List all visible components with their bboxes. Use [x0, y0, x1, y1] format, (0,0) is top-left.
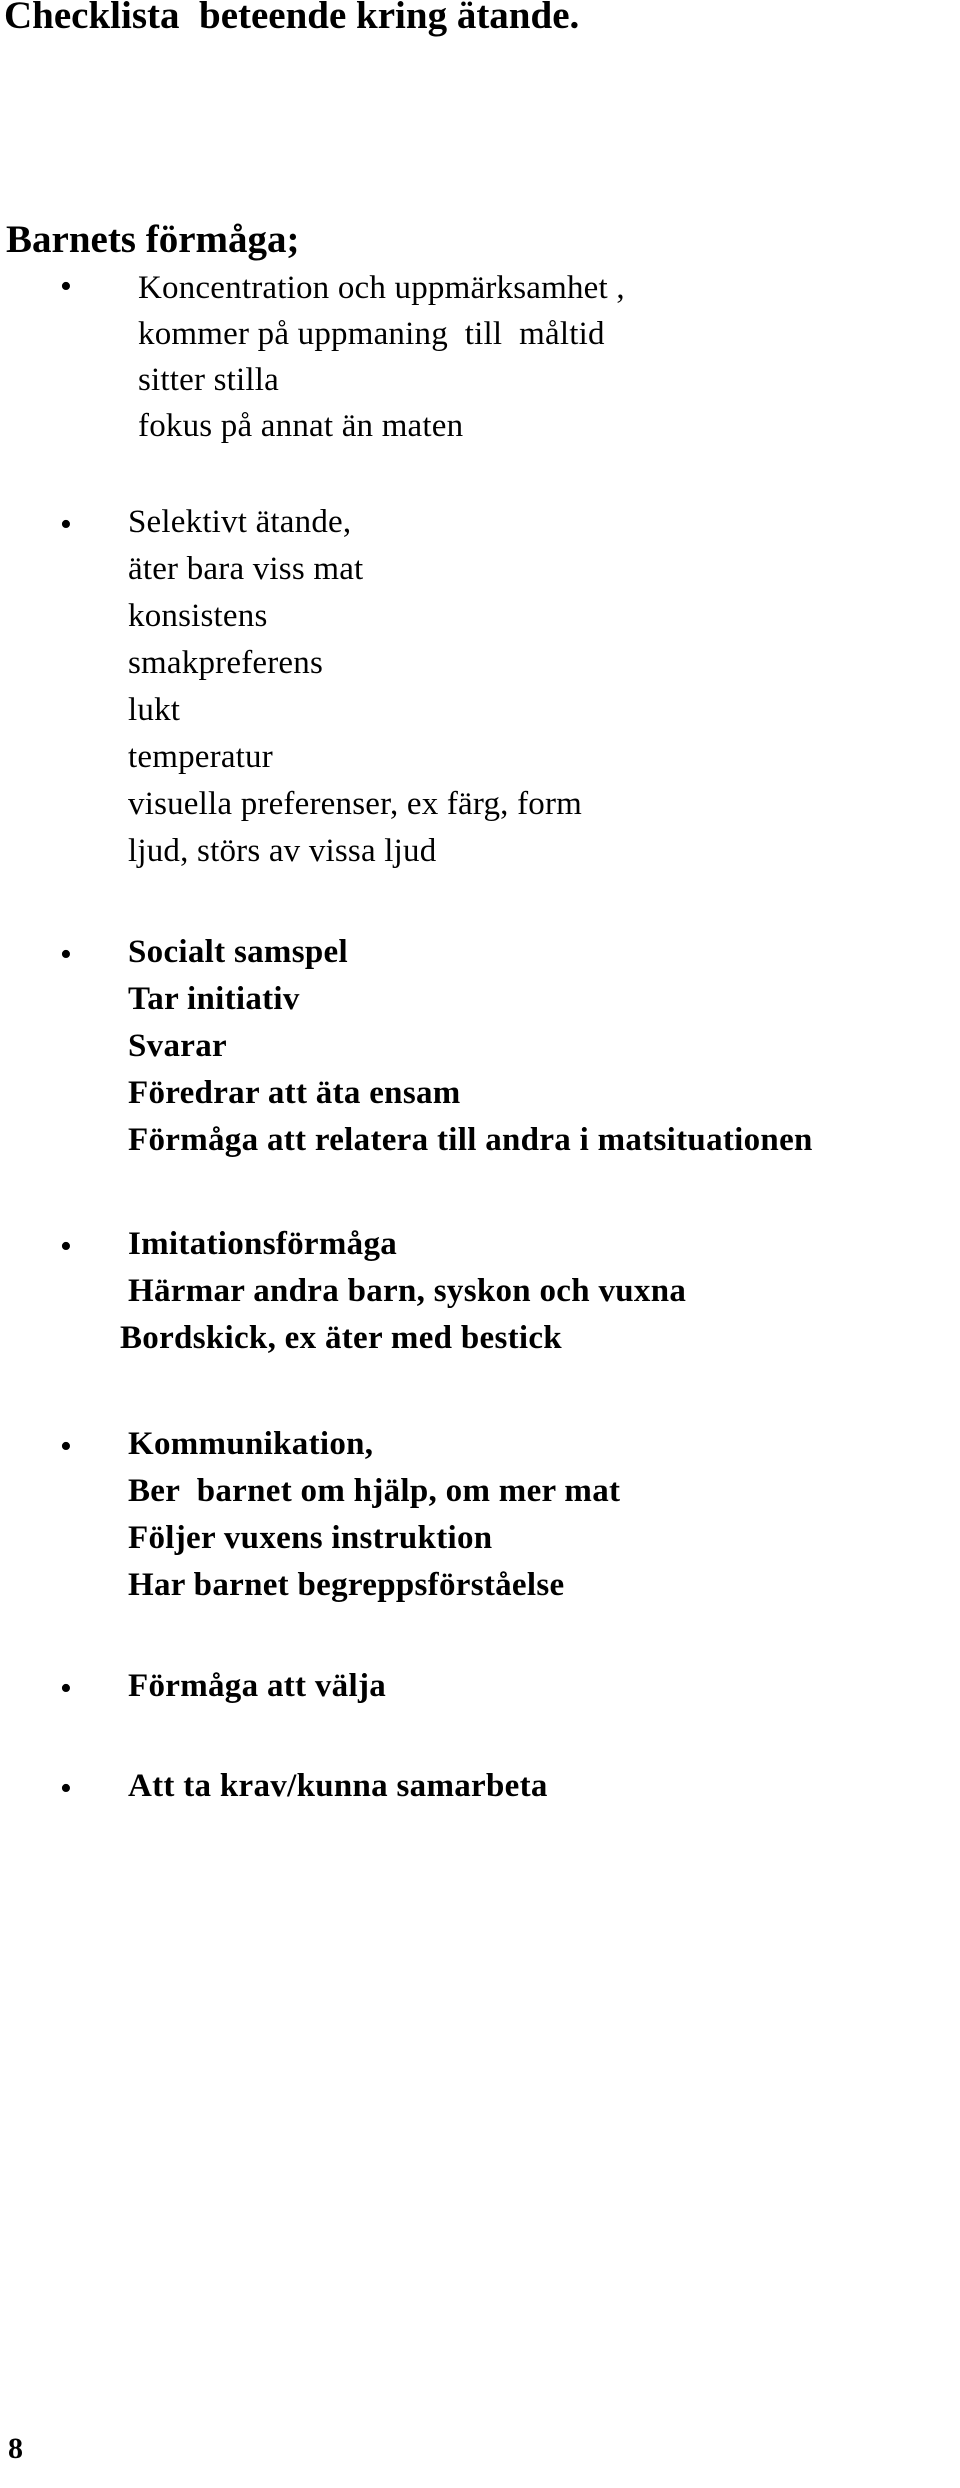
- checklist-line: kommer på uppmaning till måltid: [138, 316, 605, 352]
- checklist-line: smakpreferens: [128, 645, 324, 681]
- checklist-line: sitter stilla: [138, 362, 279, 398]
- bullet-icon: •: [60, 268, 72, 305]
- section-heading: Barnets förmåga;: [6, 218, 300, 261]
- checklist-line: Att ta krav/kunna samarbeta: [128, 1768, 548, 1804]
- checklist-line: ljud, störs av vissa ljud: [128, 833, 437, 869]
- checklist-line: konsistens: [128, 598, 268, 634]
- checklist-line: Socialt samspel: [128, 934, 348, 970]
- checklist-line: lukt: [128, 692, 181, 728]
- checklist-line: Härmar andra barn, syskon och vuxna: [128, 1273, 687, 1309]
- checklist-line: Svarar: [128, 1028, 227, 1064]
- bullet-icon: •: [60, 506, 72, 543]
- checklist-line: temperatur: [128, 739, 273, 775]
- checklist-line: Förmåga att välja: [128, 1668, 387, 1704]
- checklist-line: Följer vuxens instruktion: [128, 1520, 493, 1556]
- bullet-icon: •: [60, 1428, 72, 1465]
- checklist-line: Förmåga att relatera till andra i matsituationen: [128, 1122, 813, 1158]
- bullet-icon: •: [60, 1770, 72, 1807]
- checklist-line: Bordskick, ex äter med bestick: [120, 1320, 562, 1356]
- checklist-line: fokus på annat än maten: [138, 408, 464, 444]
- checklist-line: Ber barnet om hjälp, om mer mat: [128, 1473, 621, 1509]
- checklist-line: Selektivt ätande,: [128, 504, 352, 540]
- checklist-line: visuella preferenser, ex färg, form: [128, 786, 583, 822]
- checklist-line: Har barnet begreppsförståelse: [128, 1567, 565, 1603]
- page-number: 8: [8, 2432, 23, 2465]
- checklist-line: Tar initiativ: [128, 981, 300, 1017]
- bullet-icon: •: [60, 1670, 72, 1707]
- bullet-icon: •: [60, 1228, 72, 1265]
- document-title: Checklista beteende kring ätande.: [4, 0, 580, 37]
- checklist-line: äter bara viss mat: [128, 551, 364, 587]
- checklist-line: Föredrar att äta ensam: [128, 1075, 461, 1111]
- checklist-line: Imitationsförmåga: [128, 1226, 398, 1262]
- bullet-icon: •: [60, 936, 72, 973]
- checklist-line: Kommunikation,: [128, 1426, 374, 1462]
- checklist-line: Koncentration och uppmärksamhet ,: [138, 270, 625, 306]
